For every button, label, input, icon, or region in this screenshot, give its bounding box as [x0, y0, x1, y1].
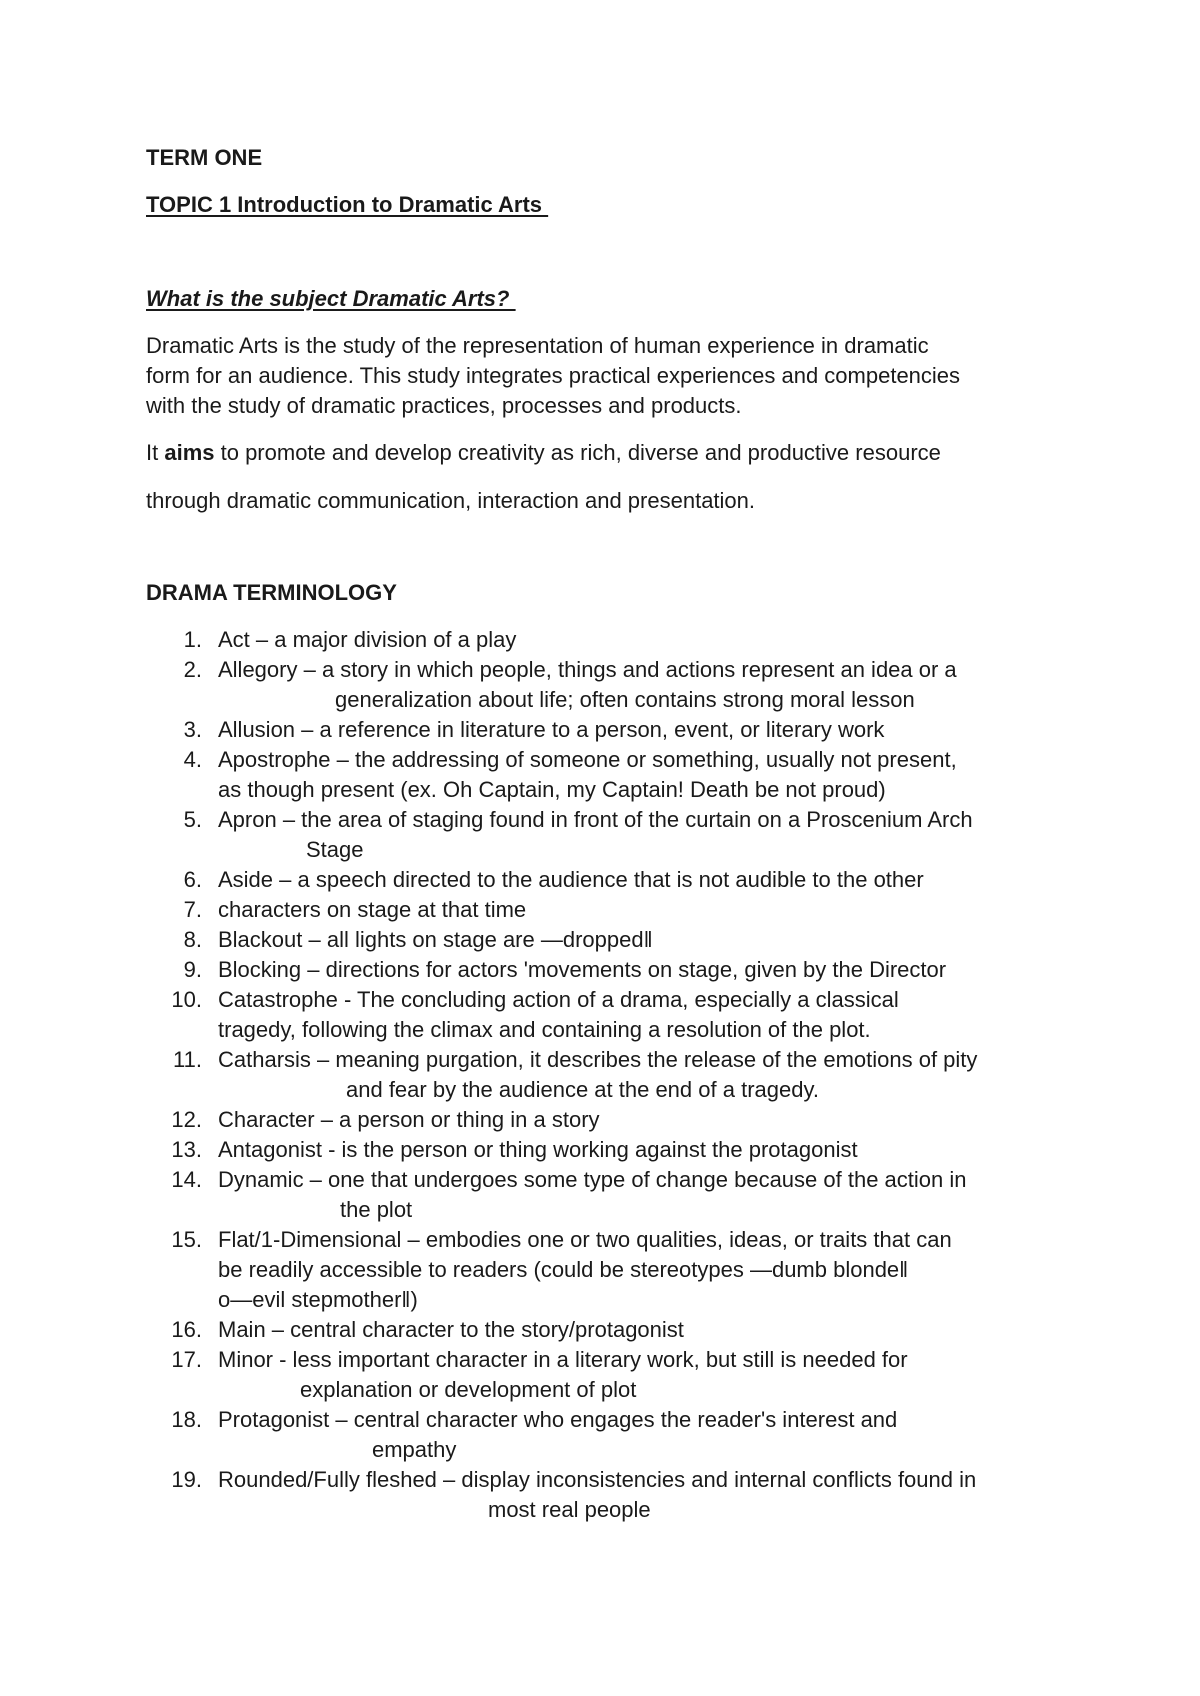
term-definition-continued: be readily accessible to readers (could be stereotypes ―dumb blonde‖: [218, 1257, 909, 1282]
term-definition: Protagonist – central character who engages the reader's interest and: [218, 1407, 898, 1432]
term-definition: Minor - less important character in a literary work, but still is needed for: [218, 1347, 908, 1372]
term-definition-continued: most real people: [488, 1497, 651, 1522]
term-definition: characters on stage at that time: [218, 897, 527, 922]
term-definition-continued: the plot: [340, 1197, 413, 1222]
term-number: 13.: [171, 1137, 202, 1162]
term-number: 17.: [171, 1347, 202, 1372]
term-definition: Antagonist - is the person or thing working against the protagonist: [218, 1137, 858, 1162]
term-definition: Allegory – a story in which people, things and actions represent an idea or a: [218, 657, 957, 682]
topic-heading: TOPIC 1 Introduction to Dramatic Arts: [146, 192, 549, 217]
term-number: 15.: [171, 1227, 202, 1252]
term-definition: Character – a person or thing in a story: [218, 1107, 600, 1132]
term-number: 6.: [183, 867, 202, 892]
aims-prefix: It: [146, 440, 165, 465]
intro-line: form for an audience. This study integrates practical experiences and competencies: [146, 363, 961, 388]
term-number: 18.: [171, 1407, 202, 1432]
term-definition: Apron – the area of staging found in front of the curtain on a Proscenium Arch: [218, 807, 973, 832]
term-definition-continued: as though present (ex. Oh Captain, my Captain! Death be not proud): [218, 777, 886, 802]
term-number: 11.: [173, 1047, 202, 1072]
term-number: 9.: [183, 957, 202, 982]
term-number: 19.: [171, 1467, 202, 1492]
intro-line: Dramatic Arts is the study of the representation of human experience in dramatic: [146, 333, 929, 358]
term-definition: Catharsis – meaning purgation, it describes the release of the emotions of pity: [218, 1047, 978, 1072]
term-number: 12.: [171, 1107, 202, 1132]
term-definition: Apostrophe – the addressing of someone or something, usually not present,: [218, 747, 957, 772]
term-definition: Flat/1-Dimensional – embodies one or two qualities, ideas, or traits that can: [218, 1227, 952, 1252]
term-definition-continued: Stage: [306, 837, 364, 862]
term-definition-continued: generalization about life; often contains strong moral lesson: [335, 687, 915, 712]
term-number: 2.: [183, 657, 202, 682]
intro-line: with the study of dramatic practices, processes and products.: [146, 393, 742, 418]
term-number: 14.: [171, 1167, 202, 1192]
term-number: 16.: [171, 1317, 202, 1342]
question-heading: What is the subject Dramatic Arts?: [146, 286, 516, 311]
aims-line-2: through dramatic communication, interaction and presentation.: [146, 488, 756, 513]
term-definition: Blackout – all lights on stage are ―dropped‖: [218, 927, 653, 952]
term-definition: Aside – a speech directed to the audience that is not audible to the other: [218, 867, 924, 892]
term-definition-continued: empathy: [372, 1437, 457, 1462]
term-definition: Rounded/Fully fleshed – display inconsistencies and internal conflicts found in: [218, 1467, 977, 1492]
term-number: 1.: [183, 627, 202, 652]
term-definition-continued: explanation or development of plot: [300, 1377, 637, 1402]
term-number: 5.: [183, 807, 202, 832]
aims-line: [146, 438, 941, 468]
term-definition: Blocking – directions for actors 'movements on stage, given by the Director: [218, 957, 947, 982]
term-heading: TERM ONE: [146, 145, 263, 170]
term-definition: Act – a major division of a play: [218, 627, 517, 652]
term-definition-continued: tragedy, following the climax and containing a resolution of the plot.: [218, 1017, 871, 1042]
term-definition-continued: and fear by the audience at the end of a tragedy.: [346, 1077, 819, 1102]
term-definition: Dynamic – one that undergoes some type of change because of the action in: [218, 1167, 967, 1192]
aims-rest: to promote and develop creativity as rich, diverse and productive resource: [214, 440, 941, 465]
aims-bold: aims: [164, 440, 215, 465]
term-number: 10.: [171, 987, 202, 1012]
term-definition-continued: o―evil stepmother‖): [218, 1287, 418, 1312]
term-number: 3.: [183, 717, 202, 742]
term-number: 4.: [183, 747, 202, 772]
term-number: 8.: [183, 927, 202, 952]
term-definition: Catastrophe - The concluding action of a drama, especially a classical: [218, 987, 899, 1012]
term-number: 7.: [183, 897, 202, 922]
term-definition: Main – central character to the story/protagonist: [218, 1317, 684, 1342]
terminology-heading: DRAMA TERMINOLOGY: [146, 580, 397, 605]
term-definition: Allusion – a reference in literature to a person, event, or literary work: [218, 717, 885, 742]
